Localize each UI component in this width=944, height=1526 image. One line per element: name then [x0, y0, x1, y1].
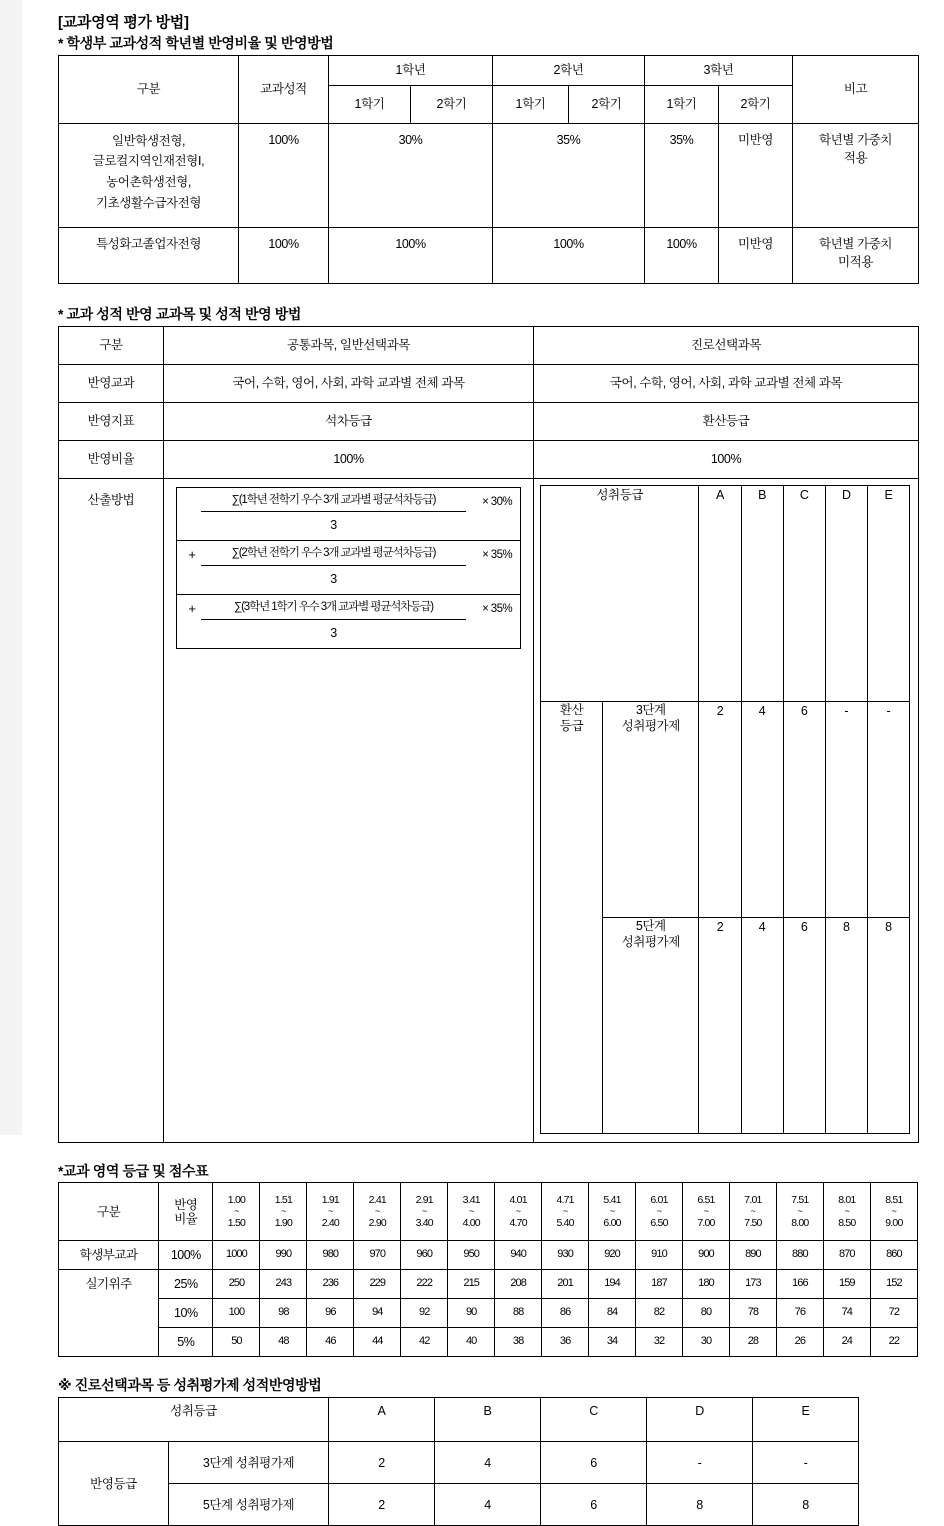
table-header-row [541, 485, 910, 701]
cell-gubun: 일반학생전형, 글로컬지역인재전형Ⅰ, 농어촌학생전형, 기초생활수급자전형 [59, 123, 239, 227]
th-range [682, 1183, 729, 1241]
th-gubun: 구분 [59, 326, 164, 364]
cell-score: 46 [307, 1328, 354, 1357]
th-g2-sem1: 1학기 [493, 85, 569, 123]
th-grade2: 2학년 [493, 55, 645, 85]
formula-multiplier: × 30% [482, 495, 512, 508]
cell-value: 2 [329, 1484, 435, 1526]
th-range [870, 1183, 917, 1241]
th-g1-sem2: 2학기 [411, 85, 493, 123]
range-from: 2.91 [415, 1194, 433, 1207]
cell-score: 910 [636, 1241, 683, 1270]
range-to: 6.00 [603, 1217, 621, 1230]
cell-score: 76 [776, 1299, 823, 1328]
range-from: 4.01 [509, 1194, 527, 1207]
th-range [401, 1183, 448, 1241]
cell-score: 950 [448, 1241, 495, 1270]
cell-score: 880 [776, 1241, 823, 1270]
th-career-subjects: 진로선택과목 [534, 326, 919, 364]
th-grade-d: D [825, 485, 867, 701]
table-row [59, 440, 919, 478]
cell-score: 222 [401, 1270, 448, 1299]
range-tilde: ~ [515, 1206, 521, 1217]
range-from: 6.01 [650, 1194, 668, 1207]
cell-career-ratio: 100% [534, 440, 919, 478]
range-to: 8.00 [791, 1217, 809, 1230]
cell-score: 890 [729, 1241, 776, 1270]
formula-plus-sign [183, 490, 201, 493]
range-tilde: ~ [797, 1206, 803, 1217]
table-row [59, 1270, 918, 1299]
range-from: 8.51 [885, 1194, 903, 1207]
cell-grade3-sem1-ratio: 35% [645, 123, 719, 227]
cell-value: 6 [541, 1442, 647, 1484]
cell-score: 36 [542, 1328, 589, 1357]
table-grade-score-chart [58, 1182, 918, 1357]
range-to: 6.50 [650, 1217, 668, 1230]
range-tilde: ~ [422, 1206, 427, 1217]
range-from: 1.51 [274, 1194, 292, 1207]
cell-score: 44 [354, 1328, 401, 1357]
cell-score: 970 [354, 1241, 401, 1270]
cell-score: 940 [495, 1241, 542, 1270]
th-grade3: 3학년 [645, 55, 793, 85]
cell-value: - [867, 701, 909, 917]
cell-score: 82 [636, 1299, 683, 1328]
range-from: 4.71 [556, 1194, 574, 1207]
cell-score: 90 [448, 1299, 495, 1328]
th-remark: 비고 [793, 55, 919, 123]
cell-score: 990 [260, 1241, 307, 1270]
th-common-subjects: 공통과목, 일반선택과목 [164, 326, 534, 364]
cell-value: 4 [741, 917, 783, 1133]
th-grade-e: E [867, 485, 909, 701]
cell-value: 2 [329, 1442, 435, 1484]
range-tilde: ~ [562, 1206, 568, 1217]
range-to: 2.40 [321, 1217, 339, 1230]
cell-grade2-ratio: 100% [493, 227, 645, 283]
cell-score: 22 [870, 1328, 917, 1357]
row-label-ratio: 반영비율 [59, 440, 164, 478]
range-from: 6.51 [697, 1194, 715, 1207]
th-range [307, 1183, 354, 1241]
cell-score: 1000 [213, 1241, 260, 1270]
formula-denominator: 3 [330, 518, 337, 533]
range-tilde: ~ [328, 1206, 333, 1217]
cell-grade3-sem1-ratio: 100% [645, 227, 719, 283]
cell-score: 78 [729, 1299, 776, 1328]
row-label-conversion-grade: 환산 등급 [541, 701, 603, 1133]
th-range [729, 1183, 776, 1241]
cell-grade3-sem2-ratio: 미반영 [719, 227, 793, 283]
cell-career-indicator: 환산등급 [534, 402, 919, 440]
range-from: 8.01 [838, 1194, 856, 1207]
cell-score: 201 [542, 1270, 589, 1299]
cell-common-subjects: 국어, 수학, 영어, 사회, 과학 교과별 전체 과목 [164, 364, 534, 402]
cell-grade1-ratio: 100% [329, 227, 493, 283]
table-header-row [59, 1398, 859, 1442]
cell-score: 870 [823, 1241, 870, 1270]
cell-score: 48 [260, 1328, 307, 1357]
cell-value: 4 [435, 1442, 541, 1484]
cell-gubun: 특성화고졸업자전형 [59, 227, 239, 283]
th-g2-sem2: 2학기 [569, 85, 645, 123]
table-row-calculation [59, 478, 919, 1142]
formula-plus-sign: + [188, 547, 196, 563]
table-header-row [59, 326, 919, 364]
formula-numerator: ∑(1학년 전학기 우수 3개 교과별 평균석차등급) [201, 490, 466, 513]
range-from: 7.01 [744, 1194, 762, 1207]
cell-score: 180 [682, 1270, 729, 1299]
th-grade1: 1학년 [329, 55, 493, 85]
cell-value: 8 [753, 1484, 859, 1526]
th-grade-b: B [435, 1398, 541, 1442]
formula-grade2 [176, 540, 521, 595]
cell-score: 34 [589, 1328, 636, 1357]
cell-score: 930 [542, 1241, 589, 1270]
table-row [59, 1484, 859, 1526]
cell-score: 100 [213, 1299, 260, 1328]
th-gubun: 구분 [59, 1183, 159, 1241]
table-header-row [59, 1183, 918, 1241]
table-row [59, 402, 919, 440]
th-g3-sem1: 1학기 [645, 85, 719, 123]
range-to: 2.90 [368, 1217, 386, 1230]
cell-score: 74 [823, 1299, 870, 1328]
formula-plus-sign: + [188, 601, 196, 617]
table-subject-reflection-method [58, 326, 919, 1143]
table-achievement-conversion [540, 485, 910, 1134]
range-to: 1.90 [274, 1217, 292, 1230]
cell-score: 960 [401, 1241, 448, 1270]
range-tilde: ~ [891, 1206, 897, 1217]
row-label-calculation: 산출방법 [59, 478, 164, 1142]
cell-score: 84 [589, 1299, 636, 1328]
th-range [260, 1183, 307, 1241]
cell-formulas [164, 478, 534, 1142]
cell-score: 166 [776, 1270, 823, 1299]
th-ratio: 반영 비율 [159, 1183, 213, 1241]
cell-score: 86 [542, 1299, 589, 1328]
th-grade-a: A [329, 1398, 435, 1442]
cell-score: 26 [776, 1328, 823, 1357]
table-row [59, 1328, 918, 1357]
table-row [59, 123, 919, 227]
formula-grade3 [176, 594, 521, 649]
cell-score: 98 [260, 1299, 307, 1328]
cell-score: 24 [823, 1328, 870, 1357]
cell-score: 187 [636, 1270, 683, 1299]
cell-score: 28 [729, 1328, 776, 1357]
range-tilde: ~ [375, 1206, 380, 1217]
range-to: 4.70 [509, 1217, 527, 1230]
range-to: 7.50 [744, 1217, 762, 1230]
cell-score: 30 [682, 1328, 729, 1357]
range-from: 2.41 [368, 1194, 386, 1207]
cell-score: 32 [636, 1328, 683, 1357]
cell-score: 159 [823, 1270, 870, 1299]
cell-remark: 학년별 가중치 적용 [793, 123, 919, 227]
th-range [354, 1183, 401, 1241]
row-label-silgi: 실기위주 [59, 1270, 159, 1357]
th-range [448, 1183, 495, 1241]
cell-career-subjects: 국어, 수학, 영어, 사회, 과학 교과별 전체 과목 [534, 364, 919, 402]
cell-score: 194 [589, 1270, 636, 1299]
cell-ratio: 10% [159, 1299, 213, 1328]
cell-score: 215 [448, 1270, 495, 1299]
th-range [495, 1183, 542, 1241]
range-to: 4.00 [462, 1217, 480, 1230]
th-grade-e: E [753, 1398, 859, 1442]
th-grade-b: B [741, 485, 783, 701]
table-career-achievement-reflection [58, 1397, 859, 1526]
section3-heading: *교과 영역 등급 및 점수표 [58, 1162, 209, 1179]
section1-heading: * 학생부 교과성적 학년별 반영비율 및 반영방법 [58, 35, 334, 51]
cell-value: 4 [435, 1484, 541, 1526]
cell-score: 980 [307, 1241, 354, 1270]
cell-common-ratio: 100% [164, 440, 534, 478]
range-from: 5.41 [603, 1194, 621, 1207]
range-tilde: ~ [234, 1206, 239, 1217]
cell-achievement-grade-table [534, 478, 919, 1142]
row-label-reflected-grade: 반영등급 [59, 1442, 169, 1526]
row-label-3step: 3단계 성취평가제 [169, 1442, 329, 1484]
cell-grade2-ratio: 35% [493, 123, 645, 227]
table-header-row [59, 55, 919, 85]
range-tilde: ~ [844, 1206, 850, 1217]
page-title: [교과영역 평가 방법] [58, 14, 189, 31]
th-g3-sem2: 2학기 [719, 85, 793, 123]
th-grade-c: C [783, 485, 825, 701]
cell-score: 173 [729, 1270, 776, 1299]
range-to: 8.50 [838, 1217, 856, 1230]
range-from: 3.41 [462, 1194, 480, 1207]
cell-score: 40 [448, 1328, 495, 1357]
cell-score: 92 [401, 1299, 448, 1328]
table-grade-reflection-ratio [58, 55, 919, 284]
section4-heading: ※ 진로선택과목 등 성취평가제 성적반영방법 [58, 1377, 322, 1394]
cell-value: 8 [867, 917, 909, 1133]
formula-denominator: 3 [330, 625, 337, 640]
row-label-reflected-subjects: 반영교과 [59, 364, 164, 402]
cell-ratio: 100% [159, 1241, 213, 1270]
cell-value: 2 [699, 701, 741, 917]
cell-score: 152 [870, 1270, 917, 1299]
row-label-3step: 3단계 성취평가제 [603, 701, 699, 917]
cell-common-indicator: 석차등급 [164, 402, 534, 440]
range-from: 7.51 [791, 1194, 809, 1207]
range-tilde: ~ [750, 1206, 756, 1217]
cell-value: 6 [541, 1484, 647, 1526]
range-to: 1.50 [227, 1217, 246, 1230]
cell-score: 920 [589, 1241, 636, 1270]
cell-ratio: 25% [159, 1270, 213, 1299]
formula-multiplier: × 35% [482, 603, 512, 616]
table-row [59, 1299, 918, 1328]
cell-score: 250 [213, 1270, 260, 1299]
cell-score: 72 [870, 1299, 917, 1328]
cell-grade1-ratio: 30% [329, 123, 493, 227]
range-to: 7.00 [697, 1217, 715, 1230]
th-range [213, 1183, 260, 1241]
section2-heading: * 교과 성적 반영 교과목 및 성적 반영 방법 [58, 305, 301, 322]
range-to: 5.40 [556, 1217, 574, 1230]
cell-remark: 학년별 가중치 미적용 [793, 227, 919, 283]
cell-subject-score: 100% [239, 123, 329, 227]
table-row [59, 1442, 859, 1484]
th-range [589, 1183, 636, 1241]
th-gubun: 구분 [59, 55, 239, 123]
range-to: 9.00 [885, 1217, 903, 1230]
th-achievement-grade: 성취등급 [541, 485, 699, 701]
cell-score: 38 [495, 1328, 542, 1357]
range-from: 1.00 [227, 1194, 246, 1207]
cell-score: 96 [307, 1299, 354, 1328]
formula-denominator: 3 [330, 572, 337, 587]
row-label-indicator: 반영지표 [59, 402, 164, 440]
cell-value: 8 [647, 1484, 753, 1526]
cell-score: 243 [260, 1270, 307, 1299]
range-tilde: ~ [281, 1206, 286, 1217]
th-achievement-grade: 성취등급 [59, 1398, 329, 1442]
cell-score: 50 [213, 1328, 260, 1357]
cell-score: 860 [870, 1241, 917, 1270]
th-range [636, 1183, 683, 1241]
th-subject-score: 교과성적 [239, 55, 329, 123]
range-tilde: ~ [703, 1206, 709, 1217]
cell-ratio: 5% [159, 1328, 213, 1357]
th-g1-sem1: 1학기 [329, 85, 411, 123]
th-range [823, 1183, 870, 1241]
cell-value: 8 [825, 917, 867, 1133]
cell-value: 6 [783, 917, 825, 1133]
cell-score: 229 [354, 1270, 401, 1299]
cell-subject-score: 100% [239, 227, 329, 283]
range-from: 1.91 [321, 1194, 339, 1207]
th-range [542, 1183, 589, 1241]
row-label-5step: 5단계 성취평가제 [169, 1484, 329, 1526]
cell-grade3-sem2-ratio: 미반영 [719, 123, 793, 227]
table-row [59, 1241, 918, 1270]
cell-score: 208 [495, 1270, 542, 1299]
cell-score: 42 [401, 1328, 448, 1357]
table-row [59, 227, 919, 283]
range-tilde: ~ [609, 1206, 615, 1217]
row-label-5step: 5단계 성취평가제 [603, 917, 699, 1133]
cell-score: 236 [307, 1270, 354, 1299]
row-label-haksaengbu: 학생부교과 [59, 1241, 159, 1270]
formula-multiplier: × 35% [482, 549, 512, 562]
range-to: 3.40 [415, 1217, 433, 1230]
th-range [776, 1183, 823, 1241]
table-row [541, 701, 910, 917]
formula-numerator: ∑(3학년 1학기 우수 3개 교과별 평균석차등급) [201, 597, 466, 620]
cell-score: 88 [495, 1299, 542, 1328]
cell-score: 80 [682, 1299, 729, 1328]
table-row [59, 364, 919, 402]
th-grade-d: D [647, 1398, 753, 1442]
cell-value: 6 [783, 701, 825, 917]
range-tilde: ~ [468, 1206, 474, 1217]
cell-value: - [753, 1442, 859, 1484]
cell-score: 900 [682, 1241, 729, 1270]
range-tilde: ~ [656, 1206, 662, 1217]
formula-numerator: ∑(2학년 전학기 우수 3개 교과별 평균석차등급) [201, 543, 466, 566]
th-grade-c: C [541, 1398, 647, 1442]
cell-value: - [647, 1442, 753, 1484]
cell-score: 94 [354, 1299, 401, 1328]
cell-value: 4 [741, 701, 783, 917]
th-grade-a: A [699, 485, 741, 701]
cell-value: 2 [699, 917, 741, 1133]
cell-value: - [825, 701, 867, 917]
formula-grade1 [176, 487, 521, 542]
